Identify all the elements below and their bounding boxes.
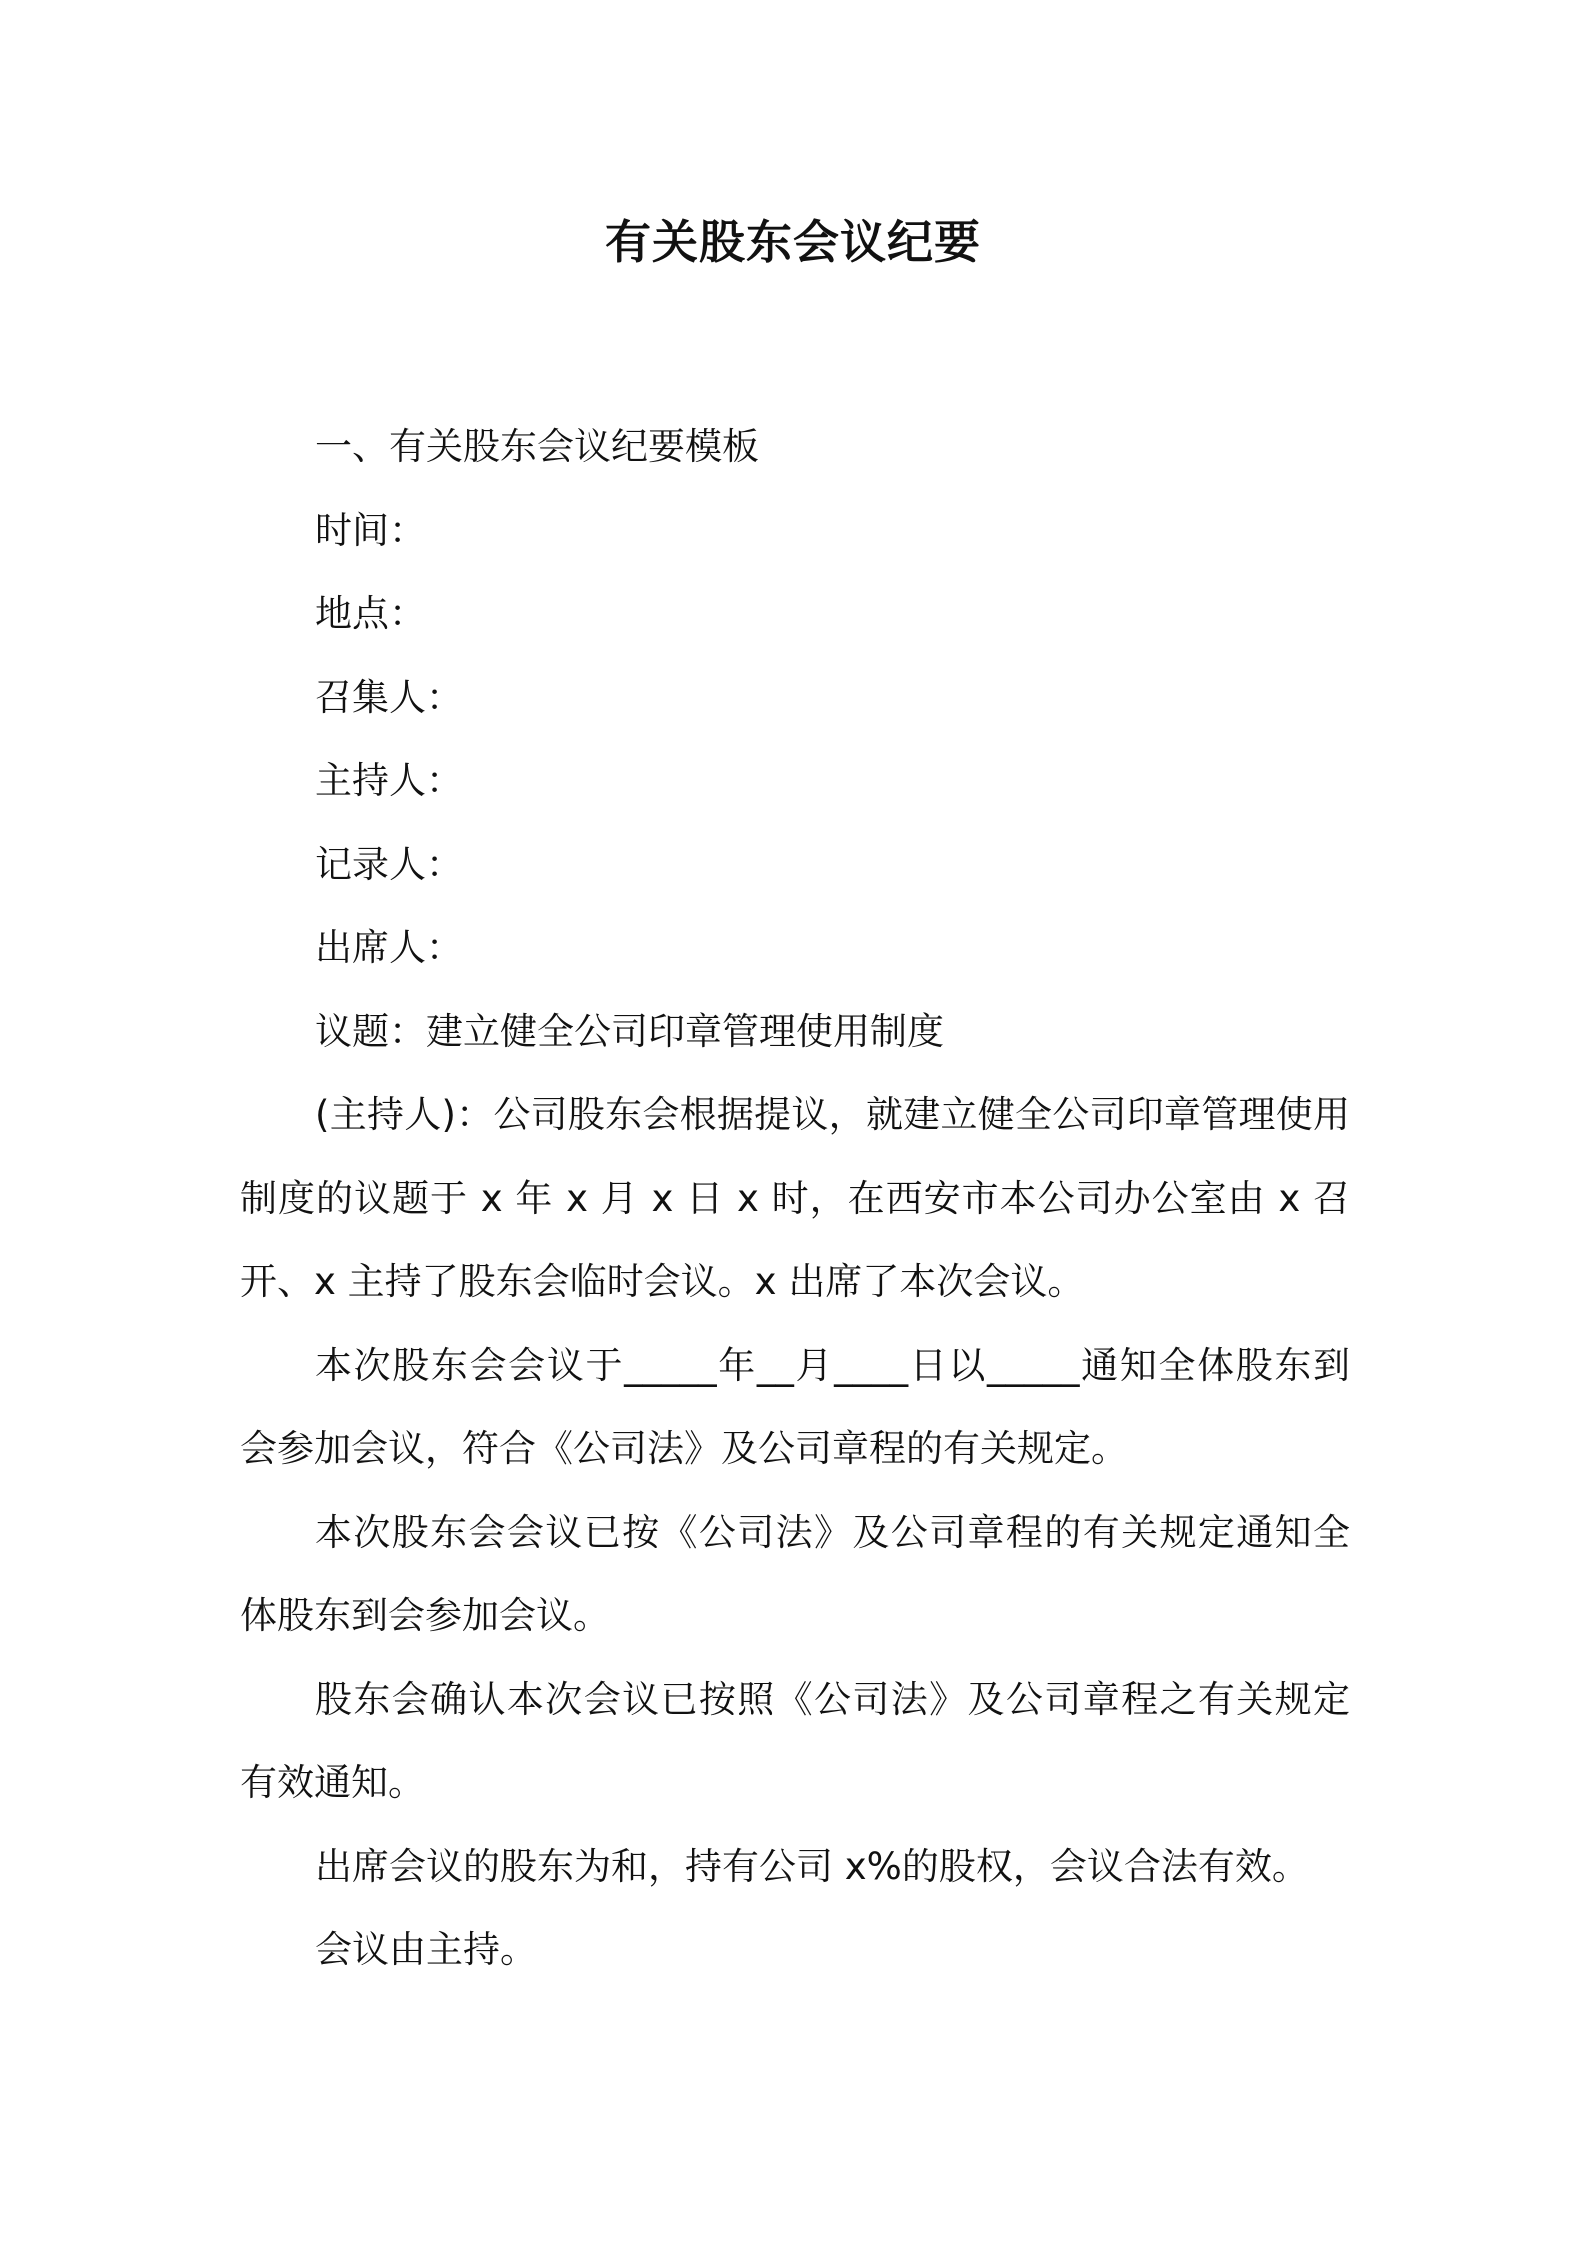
document-body [240,405,1350,1992]
paragraph-notice-date: 本次股东会会议于_____年__月____日以_____通知全体股东到会参加会议，符合《公司法》及公司章程的有关规定。 [240,1343,1350,1470]
closing-line-host: 会议由主持。 [315,1928,537,1971]
section-heading: 一、有关股东会议纪要模板 [315,425,759,468]
field-recorder: 记录人： [315,842,463,886]
field-place: 地点： [315,592,426,635]
field-host: 主持人： [315,759,463,802]
field-time: 时间： [315,508,426,552]
paragraph-confirmation: 股东会确认本次会议已按照《公司法》及公司章程之有关规定有效通知。 [240,1677,1350,1804]
document-title: 有关股东会议纪要 [605,215,981,269]
closing-line-attendance: 出席会议的股东为和，持有公司 x%的股权，会议合法有效。 [315,1844,1309,1888]
field-topic: 议题：建立健全公司印章管理使用制度 [315,1009,944,1053]
paragraph-host-statement: (主持人)：公司股东会根据提议，就建立健全公司印章管理使用制度的议题于 x 年 x 月 x 日 x 时，在西安市本公司办公室由 x 召开、x 主持了股东会临时会议。x 出席了本次会议。 [240,1093,1350,1303]
paragraph-notice-compliance: 本次股东会会议已按《公司法》及公司章程的有关规定通知全体股东到会参加会议。 [240,1510,1350,1637]
field-attendees: 出席人： [315,926,463,969]
field-convener: 召集人： [315,675,463,719]
